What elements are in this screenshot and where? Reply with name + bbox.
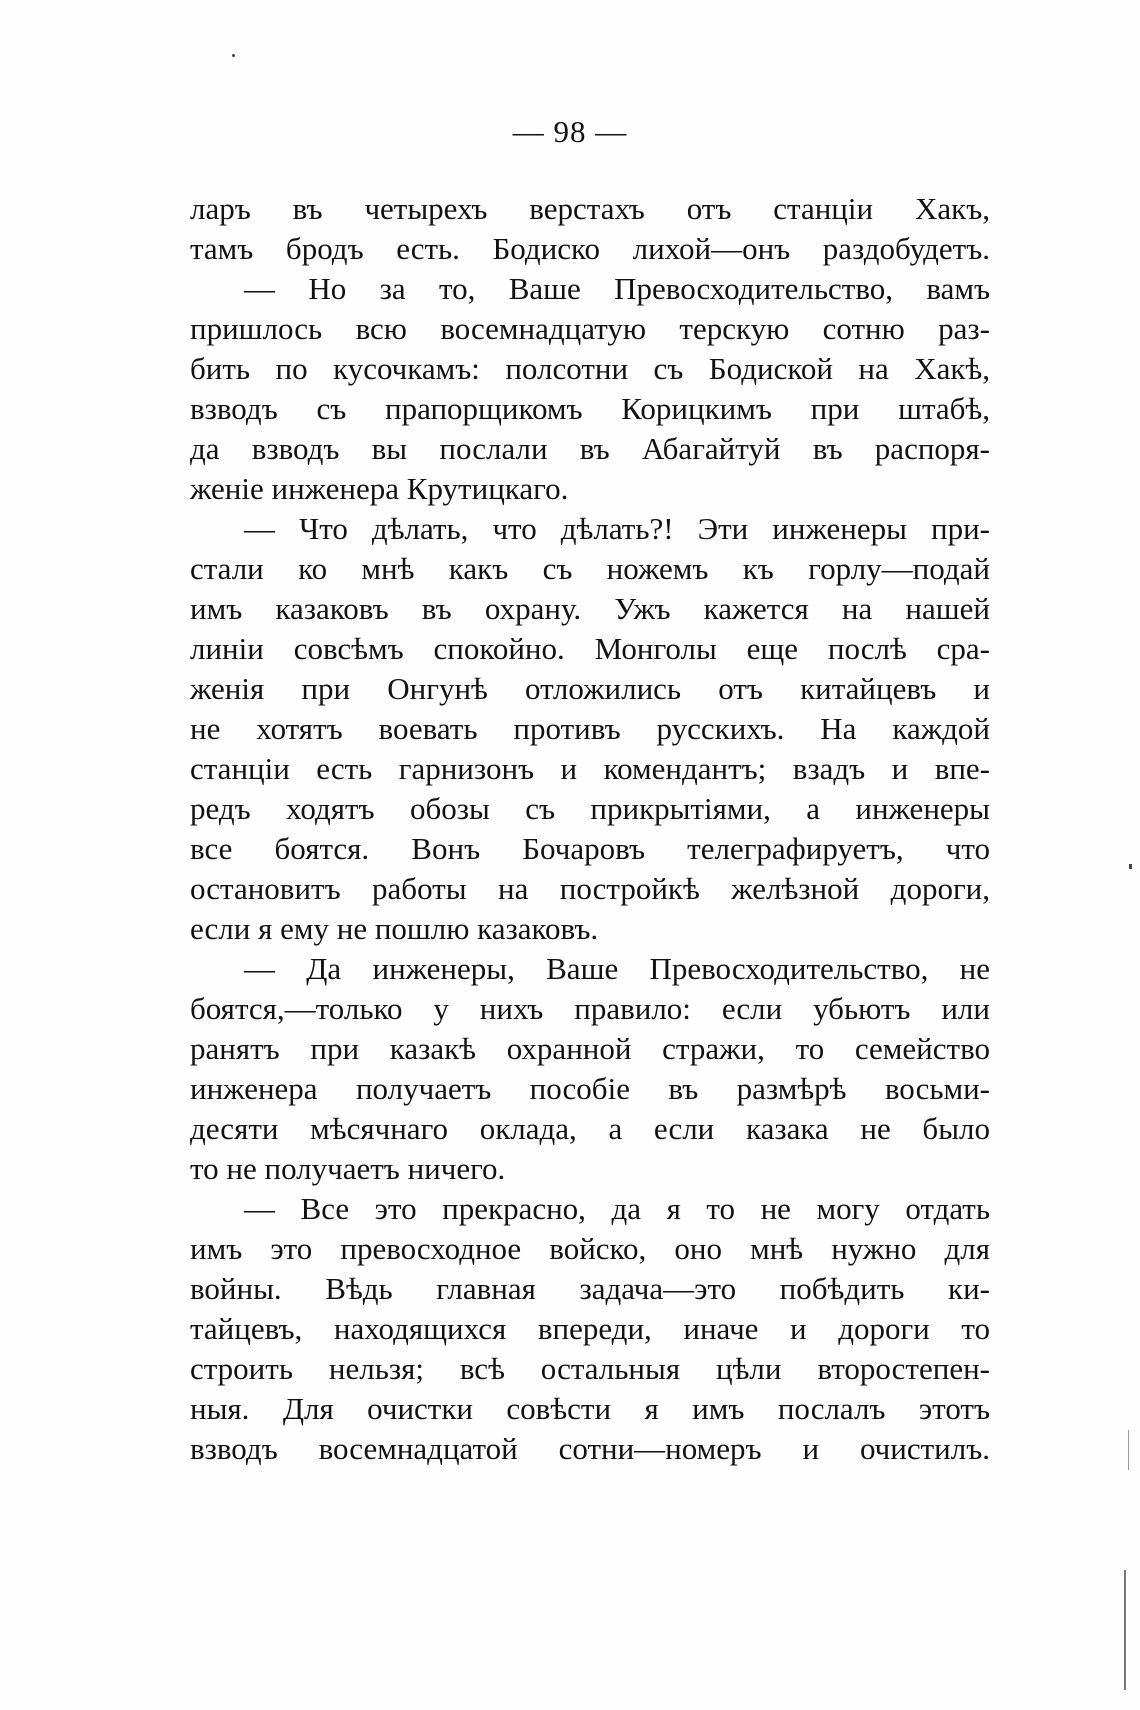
text-line: да взводъ вы послали въ Абагайтуй въ распоря- bbox=[190, 431, 990, 466]
scan-speck bbox=[232, 54, 235, 57]
text-line: линіи совсѣмъ спокойно. Монголы еще послѣ сра- bbox=[190, 631, 990, 666]
text-line: — Что дѣлать, что дѣлать?! Эти инженеры при- bbox=[244, 511, 990, 546]
text-line: войны. Вѣдь главная задача—это побѣдить ки- bbox=[190, 1271, 990, 1306]
text-line: остановитъ работы на постройкѣ желѣзной дороги, bbox=[190, 871, 990, 906]
scan-edge-mark bbox=[1128, 1430, 1129, 1470]
text-line: имъ казаковъ въ охрану. Ужъ кажется на нашей bbox=[190, 591, 990, 626]
text-line: все боятся. Вонъ Бочаровъ телеграфируетъ, что bbox=[190, 831, 990, 866]
text-line: — Все это прекрасно, да я то не могу отдать bbox=[244, 1191, 990, 1226]
page-number: — 98 — bbox=[512, 114, 628, 149]
text-line: боятся,—только у нихъ правило: если убьютъ или bbox=[190, 991, 990, 1026]
text-line: ларъ въ четырехъ верстахъ отъ станціи Хакъ, bbox=[190, 191, 990, 226]
text-line: тайцевъ, находящихся впереди, иначе и дороги то bbox=[190, 1311, 990, 1346]
text-line: тамъ бродъ есть. Бодиско лихой—онъ раздобудетъ. bbox=[190, 231, 990, 266]
text-line: строить нельзя; всѣ остальныя цѣли второстепен- bbox=[190, 1351, 990, 1386]
text-line: если я ему не пошлю казаковъ. bbox=[190, 911, 599, 946]
text-line: то не получаетъ ничего. bbox=[190, 1151, 506, 1186]
text-line: редъ ходятъ обозы съ прикрытіями, а инженеры bbox=[190, 791, 990, 826]
text-line: станціи есть гарнизонъ и комендантъ; взадъ и впе- bbox=[190, 751, 990, 786]
text-line: взводъ съ прапорщикомъ Корицкимъ при штабѣ, bbox=[190, 391, 990, 426]
text-line: имъ это превосходное войско, оно мнѣ нужно для bbox=[190, 1231, 990, 1266]
text-line: инженера получаетъ пособіе въ размѣрѣ восьми- bbox=[190, 1071, 990, 1106]
text-line: не хотятъ воевать противъ русскихъ. На каждой bbox=[190, 711, 990, 746]
text-line: ранятъ при казакѣ охранной стражи, то семейство bbox=[190, 1031, 990, 1066]
scan-speck bbox=[1129, 864, 1132, 869]
text-line: взводъ восемнадцатой сотни—номеръ и очистилъ. bbox=[190, 1431, 990, 1466]
text-line: — Да инженеры, Ваше Превосходительство, не bbox=[244, 951, 990, 986]
text-line: женіе инженера Крутицкаго. bbox=[190, 471, 569, 506]
text-line: пришлось всю восемнадцатую терскую сотню раз- bbox=[190, 311, 990, 346]
body-text bbox=[190, 189, 990, 1469]
text-line: бить по кусочкамъ: полсотни съ Бодиской на Хакѣ, bbox=[190, 351, 990, 386]
text-line: ныя. Для очистки совѣсти я имъ послалъ этотъ bbox=[190, 1391, 990, 1426]
text-line: — Но за то, Ваше Превосходительство, вамъ bbox=[244, 271, 990, 306]
scan-edge-mark bbox=[1124, 1570, 1126, 1690]
text-line: женія при Онгунѣ отложились отъ китайцевъ и bbox=[190, 671, 990, 706]
text-line: стали ко мнѣ какъ съ ножемъ къ горлу—подай bbox=[190, 551, 990, 586]
text-line: десяти мѣсячнаго оклада, а если казака не было bbox=[190, 1111, 990, 1146]
